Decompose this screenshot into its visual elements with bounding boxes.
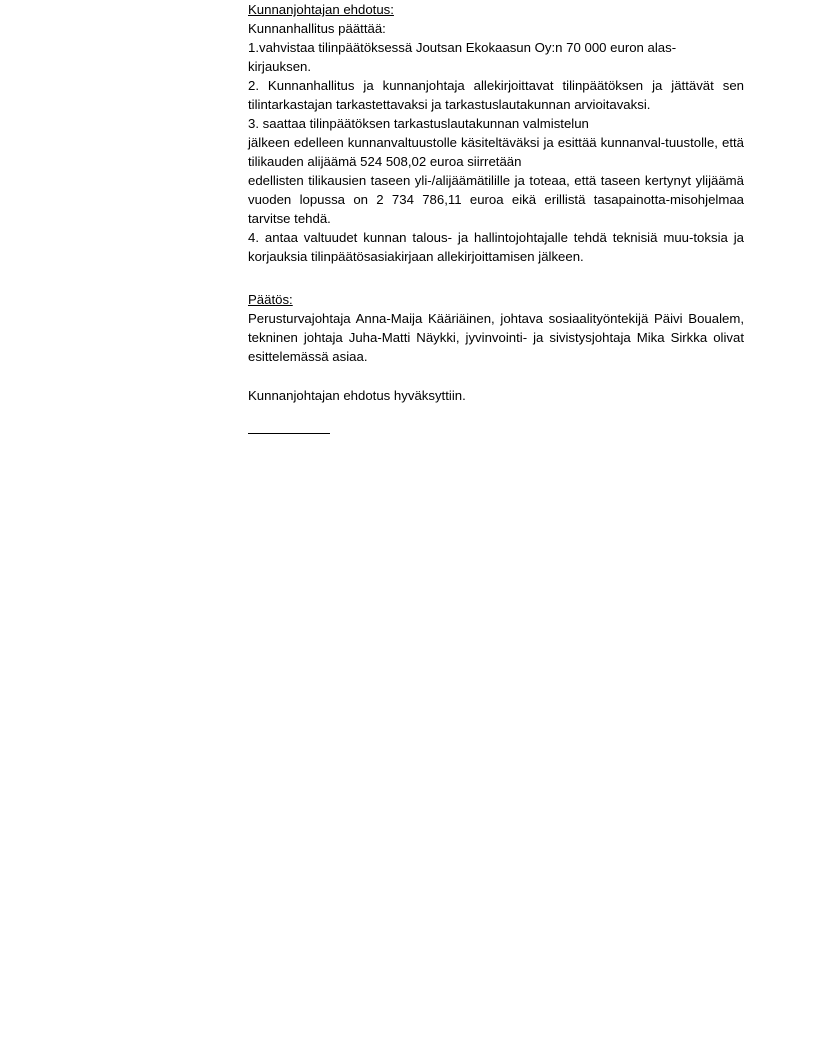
- rule-gap: [248, 405, 744, 425]
- decision-section: [248, 290, 744, 434]
- proposal-item-1b: kirjauksen.: [248, 59, 312, 74]
- decision-closing: Kunnanjohtajan ehdotus hyväksyttiin.: [248, 388, 466, 403]
- decision-gap: [248, 366, 744, 386]
- proposal-item-3-head: 3. saattaa tilinpäätöksen tarkastuslautakunnan valmistelun: [248, 116, 589, 131]
- section-gap: [248, 266, 744, 290]
- proposal-item-3-cont: edellisten tilikausien taseen yli-/alijäämätilille ja toteaa, että taseen kertynyt ylijäämä vuoden lopussa on 2 734 786,11 euroa eikä erillistä tasapainotta-misohjelmaa tarvitse tehdä.: [248, 173, 744, 226]
- proposal-item-2: 2. Kunnanhallitus ja kunnanjohtaja allekirjoittavat tilinpäätöksen ja jättävät sen tilintarkastajan tarkastettavaksi ja tarkastuslautakunnan arvioitavaksi.: [248, 78, 744, 112]
- proposal-heading: Kunnanjohtajan ehdotus:: [248, 2, 394, 17]
- signature-rule: [248, 433, 330, 434]
- document-body: [248, 0, 744, 434]
- decision-heading: Päätös:: [248, 292, 293, 307]
- decision-body: Perusturvajohtaja Anna-Maija Kääriäinen, johtava sosiaalityöntekijä Päivi Boualem, tekninen johtaja Juha-Matti Näykki, jyvinvointi- ja sivistysjohtaja Mika Sirkka olivat esittelemässä asiaa.: [248, 311, 744, 364]
- proposal-section: [248, 0, 744, 266]
- proposal-item-1a: 1.vahvistaa tilinpäätöksessä Joutsan Ekokaasun Oy:n 70 000 euron alas-: [248, 40, 677, 55]
- proposal-item-4: 4. antaa valtuudet kunnan talous- ja hallintojohtajalle tehdä teknisiä muu-toksia ja korjauksia tilinpäätösasiakirjaan allekirjoittamisen jälkeen.: [248, 230, 744, 264]
- proposal-item-3-body: jälkeen edelleen kunnanvaltuustolle käsiteltäväksi ja esittää kunnanval-tuustolle, että tilikauden alijäämä 524 508,02 euroa siirretään: [248, 135, 744, 169]
- proposal-lead: Kunnanhallitus päättää:: [248, 21, 386, 36]
